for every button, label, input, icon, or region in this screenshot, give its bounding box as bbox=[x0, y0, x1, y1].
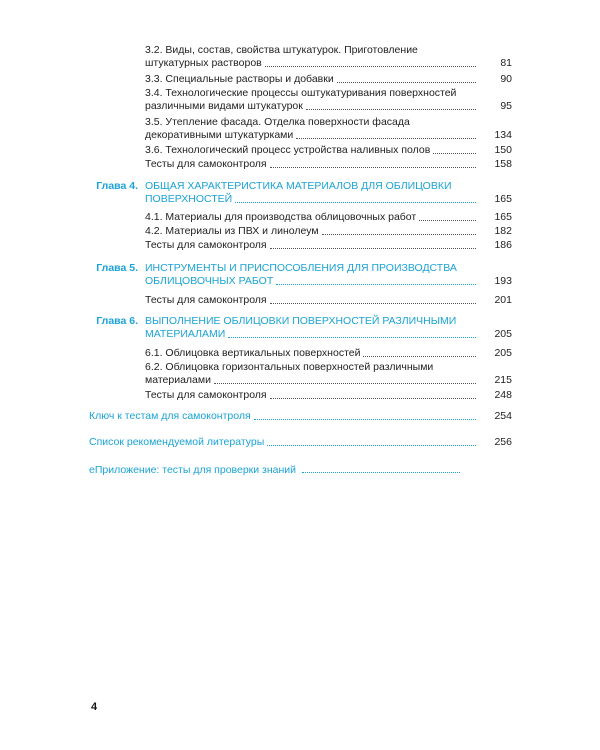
toc-entry-text: 6.2. Облицовка горизонтальных поверхностей различными bbox=[145, 361, 434, 373]
toc-entry-text: Тесты для самоконтроля bbox=[145, 158, 267, 170]
chapter-title: МАТЕРИАЛАМИ bbox=[145, 328, 226, 340]
toc-entry-text: Ключ к тестам для самоконтроля bbox=[89, 410, 251, 422]
toc-entry-text: декоративными штукатурками bbox=[145, 129, 294, 141]
toc-entry-e-appendix[interactable] bbox=[89, 464, 460, 476]
toc-entry-answer-key[interactable] bbox=[89, 410, 512, 423]
chapter-title: ОБЛИЦОВОЧНЫХ РАБОТ bbox=[145, 275, 274, 287]
toc-entry-text: 3.5. Утепление фасада. Отделка поверхности фасада bbox=[145, 116, 410, 128]
toc-page-number: 165 bbox=[494, 211, 512, 223]
toc-chapter-5[interactable] bbox=[145, 262, 512, 288]
leader-dots bbox=[363, 356, 476, 357]
chapter-title: ОБЩАЯ ХАРАКТЕРИСТИКА МАТЕРИАЛОВ ДЛЯ ОБЛИЦОВКИ bbox=[145, 180, 452, 192]
toc-entry-text: 3.3. Специальные растворы и добавки bbox=[145, 73, 334, 85]
toc-page-number: 256 bbox=[494, 436, 512, 448]
leader-dots bbox=[296, 138, 476, 139]
toc-entry-text: 3.6. Технологический процесс устройства наливных полов bbox=[145, 144, 431, 156]
toc-page-number: 134 bbox=[494, 129, 512, 141]
toc-page-number: 182 bbox=[494, 225, 512, 237]
toc-entry-text: различными видами штукатурок bbox=[145, 100, 303, 112]
page-number: 4 bbox=[91, 701, 98, 713]
toc-entry-text: штукатурных растворов bbox=[145, 57, 262, 69]
toc-page-number: 215 bbox=[494, 374, 512, 386]
toc-entry-3-3[interactable] bbox=[145, 73, 512, 86]
leader-dots bbox=[265, 66, 476, 67]
toc-entry-3-6[interactable] bbox=[145, 144, 512, 157]
toc-page-number: 150 bbox=[494, 144, 512, 156]
toc-entry-text: Тесты для самоконтроля bbox=[145, 239, 267, 251]
leader-dots bbox=[228, 337, 476, 338]
leader-dots bbox=[276, 284, 476, 285]
leader-dots bbox=[254, 419, 476, 420]
toc-entry-text: Тесты для самоконтроля bbox=[145, 389, 267, 401]
toc-entry-literature[interactable] bbox=[89, 436, 512, 449]
toc-page-number: 186 bbox=[494, 239, 512, 251]
toc-entry-6-1[interactable] bbox=[145, 347, 512, 360]
toc-entry-3-2[interactable] bbox=[145, 44, 512, 70]
leader-dots bbox=[337, 82, 476, 83]
leader-dots bbox=[419, 220, 476, 221]
toc-entry-6-2[interactable] bbox=[145, 361, 512, 387]
leader-dots bbox=[270, 398, 476, 399]
toc-entry-tests-5[interactable] bbox=[145, 294, 512, 307]
toc-entry-tests-6[interactable] bbox=[145, 389, 512, 402]
chapter-label-4: Глава 4. bbox=[96, 180, 138, 192]
leader-dots bbox=[270, 303, 476, 304]
toc-page-number: 205 bbox=[494, 347, 512, 359]
leader-dots bbox=[267, 445, 476, 446]
toc-entry-4-1[interactable] bbox=[145, 211, 512, 224]
toc-chapter-6[interactable] bbox=[145, 315, 512, 341]
leader-dots bbox=[306, 109, 476, 110]
toc-page-number: 193 bbox=[494, 275, 512, 287]
toc-entry-3-5[interactable] bbox=[145, 116, 512, 142]
toc-page-number: 205 bbox=[494, 328, 512, 340]
toc-entry-tests-3[interactable] bbox=[145, 158, 512, 171]
chapter-title: ВЫПОЛНЕНИЕ ОБЛИЦОВКИ ПОВЕРХНОСТЕЙ РАЗЛИЧНЫМИ bbox=[145, 315, 457, 327]
toc-chapter-4[interactable] bbox=[145, 180, 512, 206]
toc-page-number: 248 bbox=[494, 389, 512, 401]
leader-dots bbox=[433, 153, 476, 154]
toc-entry-3-4[interactable] bbox=[145, 87, 512, 113]
toc-entry-text: 6.1. Облицовка вертикальных поверхностей bbox=[145, 347, 361, 359]
toc-entry-text: 3.4. Технологические процессы оштукатуривания поверхностей bbox=[145, 87, 457, 99]
toc-entry-text: 4.1. Материалы для производства облицовочных работ bbox=[145, 211, 417, 223]
toc-entry-text: Список рекомендуемой литературы bbox=[89, 436, 265, 448]
toc-entry-text: 3.2. Виды, состав, свойства штукатурок. Приготовление bbox=[145, 44, 418, 56]
chapter-label-6: Глава 6. bbox=[96, 315, 138, 327]
toc-page-number: 201 bbox=[494, 294, 512, 306]
toc-page-number: 90 bbox=[500, 73, 512, 85]
toc-page-number: 158 bbox=[494, 158, 512, 170]
toc-entry-text: еПриложение: тесты для проверки знаний bbox=[89, 464, 297, 476]
leader-dots bbox=[302, 464, 460, 473]
toc-page-number: 254 bbox=[494, 410, 512, 422]
leader-dots bbox=[270, 248, 476, 249]
toc-entry-text: материалами bbox=[145, 374, 211, 386]
toc-page-number: 165 bbox=[494, 193, 512, 205]
toc-page-number: 95 bbox=[500, 100, 512, 112]
chapter-title: ПОВЕРХНОСТЕЙ bbox=[145, 193, 233, 205]
leader-dots bbox=[235, 202, 476, 203]
toc-page-number: 81 bbox=[500, 57, 512, 69]
toc-entry-4-2[interactable] bbox=[145, 225, 512, 238]
chapter-label-5: Глава 5. bbox=[96, 262, 138, 274]
leader-dots bbox=[270, 167, 476, 168]
chapter-title: ИНСТРУМЕНТЫ И ПРИСПОСОБЛЕНИЯ ДЛЯ ПРОИЗВОДСТВА bbox=[145, 262, 457, 274]
leader-dots bbox=[214, 383, 476, 384]
toc-entry-text: Тесты для самоконтроля bbox=[145, 294, 267, 306]
toc-entry-text: 4.2. Материалы из ПВХ и линолеум bbox=[145, 225, 319, 237]
toc-entry-tests-4[interactable] bbox=[145, 239, 512, 252]
leader-dots bbox=[322, 234, 476, 235]
